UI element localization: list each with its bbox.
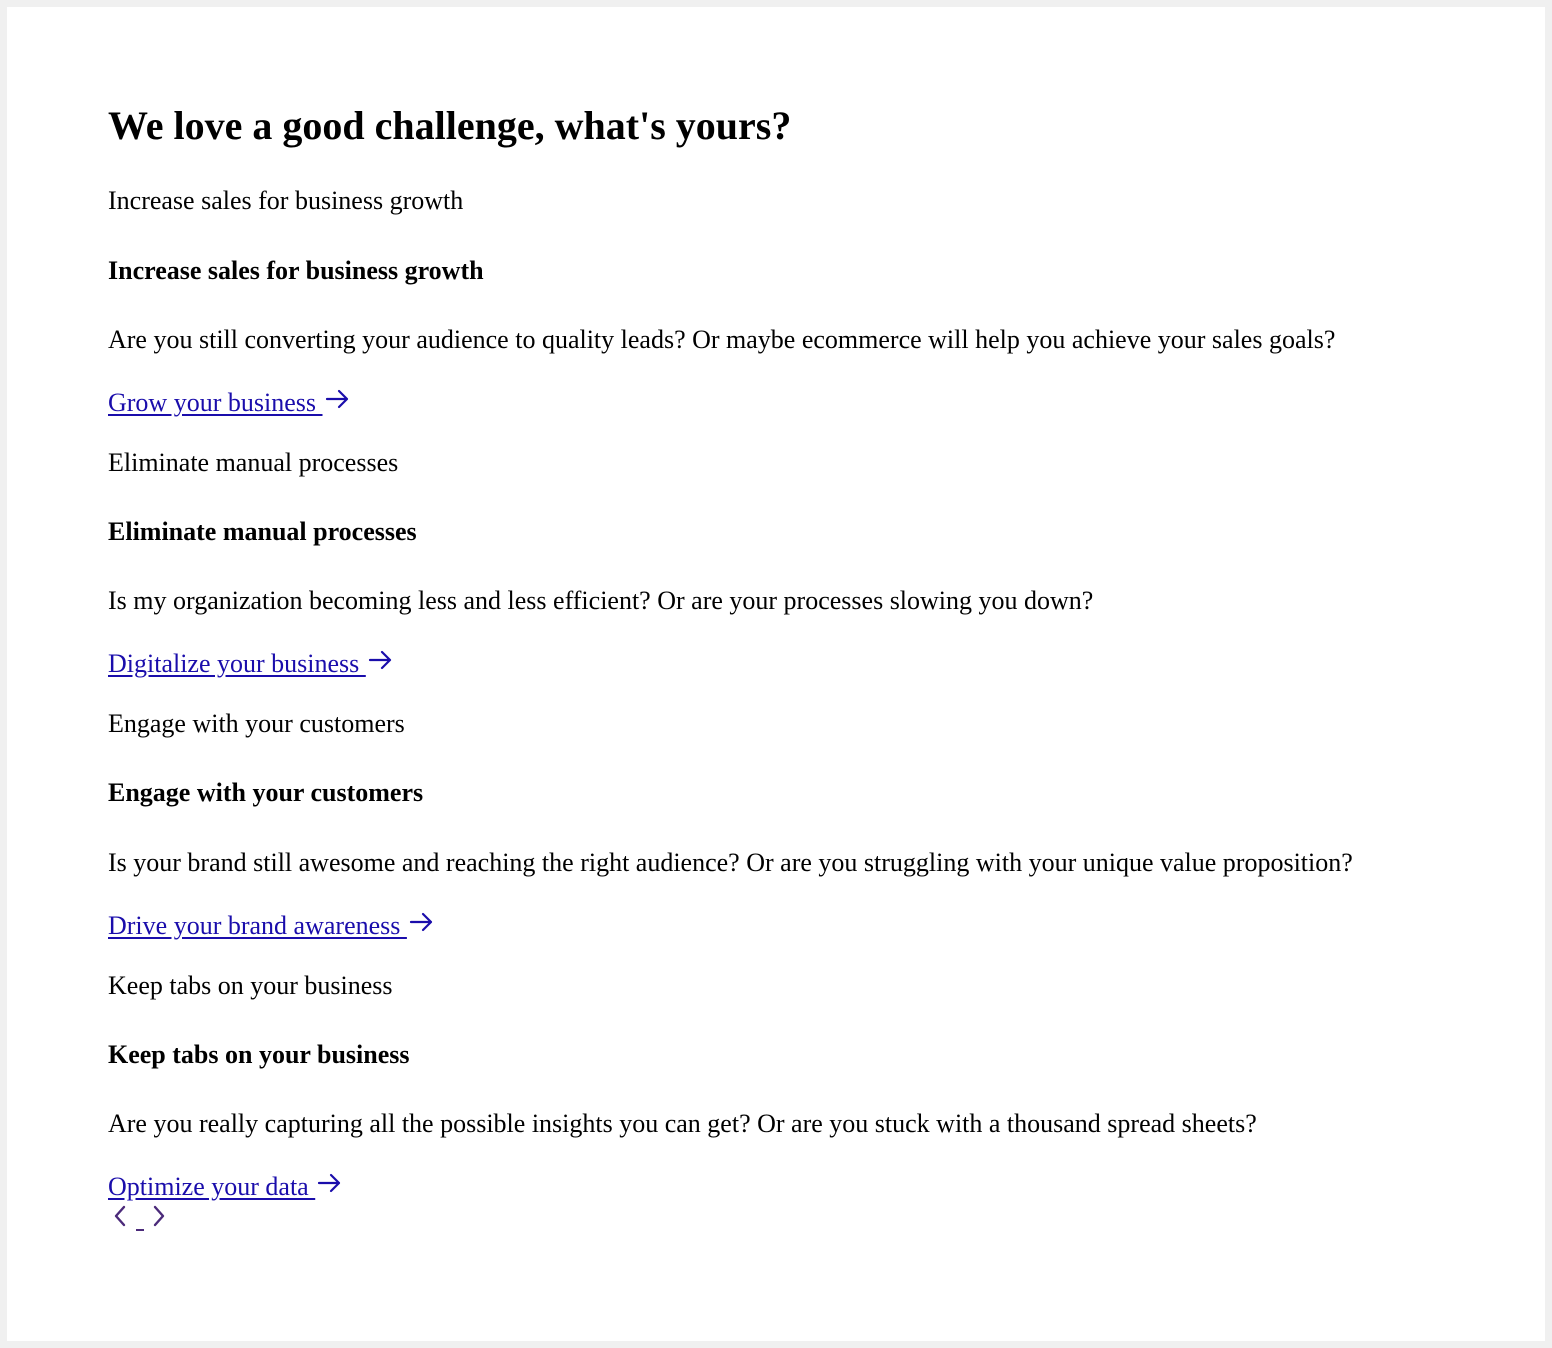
link-label: Optimize your data [108, 1172, 316, 1201]
arrow-right-icon [317, 1171, 343, 1199]
chevron-left-icon [113, 1204, 127, 1233]
challenge-tab-label: Increase sales for business growth [108, 186, 464, 215]
link-label: Digitalize your business [108, 649, 366, 678]
challenge-description: Is your brand still awesome and reaching the right audience? Or are you struggling with your unique value proposition? [108, 848, 1353, 877]
carousel-nav [108, 1203, 188, 1239]
carousel-next-button[interactable] [149, 1203, 169, 1233]
challenge-title: Keep tabs on your business [108, 1040, 410, 1069]
link-label: Drive your brand awareness [108, 911, 407, 940]
arrow-right-icon [325, 387, 351, 415]
challenge-description: Is my organization becoming less and less efficient? Or are your processes slowing you down? [108, 586, 1094, 615]
digitalize-business-link[interactable] [108, 648, 394, 680]
page-title: We love a good challenge, what's yours? [108, 103, 792, 148]
challenge-title: Increase sales for business growth [108, 256, 484, 285]
chevron-right-icon [152, 1204, 166, 1233]
carousel-indicator[interactable] [136, 1229, 144, 1231]
challenge-tab-label: Engage with your customers [108, 709, 405, 738]
challenge-description: Are you still converting your audience to quality leads? Or maybe ecommerce will help you achieve your sales goals? [108, 325, 1336, 354]
grow-business-link[interactable] [108, 387, 351, 419]
optimize-data-link[interactable] [108, 1171, 343, 1203]
brand-awareness-link[interactable] [108, 910, 435, 942]
challenge-tab-label: Eliminate manual processes [108, 448, 399, 477]
link-label: Grow your business [108, 388, 323, 417]
arrow-right-icon [409, 910, 435, 938]
page-frame [7, 7, 1545, 1341]
challenge-tab-label: Keep tabs on your business [108, 971, 393, 1000]
challenge-description: Are you really capturing all the possible insights you can get? Or are you stuck with a thousand spread sheets? [108, 1109, 1257, 1138]
carousel-prev-button[interactable] [110, 1203, 130, 1233]
arrow-right-icon [368, 648, 394, 676]
challenge-title: Engage with your customers [108, 778, 424, 807]
challenge-title: Eliminate manual processes [108, 517, 417, 546]
